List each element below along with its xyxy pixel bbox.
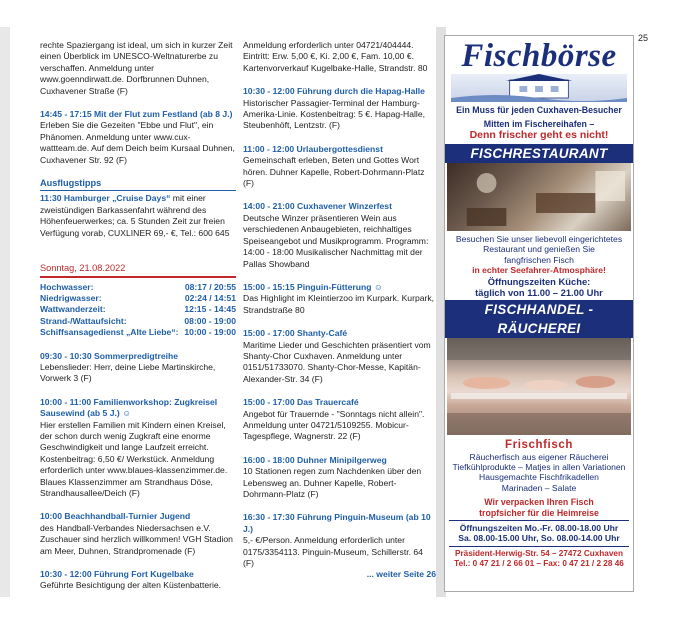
ad-slogan: Denn frischer geht es nicht! xyxy=(469,129,609,141)
tide-value: 02:24 / 14:51 xyxy=(184,292,236,303)
kitchen-hours: täglich von 11.00 – 21.00 Uhr xyxy=(475,286,603,298)
event-title: 15:00 - 17:00 Das Trauercafé xyxy=(243,397,359,408)
tide-row xyxy=(40,316,236,327)
ad-text: Tiefkühlprodukte – Matjes in allen Variationen xyxy=(452,462,626,473)
ad-logo: Fischbörse xyxy=(461,38,617,74)
event-title: 09:30 - 10:30 Sommerpredigtreihe xyxy=(40,350,179,361)
ad-text: Hausgemachte Fischfrikadellen xyxy=(479,472,599,483)
event-text: Deutsche Winzer präsentieren Wein aus verschiedenen Anbaugebieten, reichhaltiges Speiseangebot und Musikprogramm. Programm: 14:00 - 18:00 Musikalischer Nachmittag mit der Pallas Showband xyxy=(243,212,429,269)
event-text: Historischer Passagier-Terminal der Hamburg-Amerika-Linie. Kostenbeitrag: 5 €. Hapag-Halle, Steubenhöft, Lentzstr. (F) xyxy=(243,97,425,131)
fish-counter-icon xyxy=(447,338,631,435)
event-title: 15:00 - 15:15 Pinguin-Fütterung ☺ xyxy=(243,281,383,292)
tide-value: 08:00 - 19:00 xyxy=(184,315,236,326)
event-title: 11:30 Hamburger „Cruise Days“ xyxy=(40,193,171,204)
tide-row xyxy=(40,293,236,304)
ad-text: Marinaden – Salate xyxy=(501,482,577,493)
tide-value: 08:17 / 20:55 xyxy=(184,281,236,292)
logo-building-image xyxy=(451,74,627,102)
tide-label: Niedrigwasser: xyxy=(40,292,102,303)
ad-text: in echter Seefahrer-Atmosphäre! xyxy=(472,265,606,276)
ad-text: fangfrischen Fisch xyxy=(504,254,574,265)
event-entry xyxy=(40,193,236,239)
ad-address: Präsident-Herwig-Str. 54 – 27472 Cuxhaven xyxy=(455,548,623,558)
event-text: Angebot für Trauernde - "Sonntags nicht allein". Anmeldung unter 04721/5109255. Mobicur-Tagespflege, Wagnerstr. 22 (F) xyxy=(243,408,425,442)
ad-packing: tropfsicher für die Heimreise xyxy=(479,507,599,518)
event-title: 10:30 - 12:00 Führung Fort Kugelbake xyxy=(40,569,194,580)
left-column xyxy=(40,40,236,592)
ad-text: Besuchen Sie unser liebevoll eingerichtetes xyxy=(455,234,623,244)
event-title: 16:30 - 17:30 Führung Pinguin-Museum (ab 10 J.) xyxy=(243,512,431,534)
ad-text: Räucherfisch aus eigener Räucherei xyxy=(469,451,609,462)
intro-text: rechte Spaziergang ist ideal, um sich in kurzer Zeit einen Überblick im UNESCO-Weltnaturerbe zu verschaffen. Anmeldung unter www.goenndirwatt.de. Dorfbrunnen Duhnen, Cuxhavener Straße (F) xyxy=(40,40,233,96)
tide-value: 10:00 - 19:00 xyxy=(184,327,236,338)
page-number: 25 xyxy=(638,33,649,43)
section-heading: Ausflugstipps xyxy=(40,178,236,191)
tide-label: Wattwanderzeit: xyxy=(40,304,106,315)
ad-tagline: Mitten im Fischereihafen – xyxy=(483,118,595,129)
event-text: Erleben Sie die Gezeiten "Ebbe und Flut", ein Phänomen. Anmeldung unter www.cux-wattteam.de. Auf dem Deich beim Kursaal Duhnen, Cuxhavener Str. 92 (F) xyxy=(40,120,235,165)
intro-text: Anmeldung erforderlich unter 04721/404444. Eintritt: Erw. 5,00 €, Ki. 2,00 €, Fam. 10,00 €. Kartenvorverkauf Kugelbake-Halle, Strandstr. 80 xyxy=(243,40,428,73)
tide-table xyxy=(40,282,236,339)
tide-label: Hochwasser: xyxy=(40,281,94,292)
tide-row xyxy=(40,327,236,338)
event-title: 10:00 Beachhandball-Turnier Jugend xyxy=(40,511,191,522)
restaurant-banner: FISCHRESTAURANT xyxy=(445,144,633,163)
ad-text: Restaurant und genießen Sie xyxy=(483,244,595,255)
tide-row xyxy=(40,304,236,315)
kitchen-hours-title: Öffnungszeiten Küche: xyxy=(487,275,591,287)
tide-row xyxy=(40,282,236,293)
event-title: 10:30 - 12:00 Führung durch die Hapag-Halle xyxy=(243,86,425,97)
event-text: 10 Stationen regen zum Nachdenken über den Lebensweg an. Duhner Kapelle, Robert-Dohrmann-Platz (F) xyxy=(243,466,422,499)
event-text: Geführte Besichtigung der alten Küstenbatterie. xyxy=(40,580,222,591)
ad-packing: Wir verpacken Ihren Fisch xyxy=(484,497,594,508)
tide-label: Schiffsansagedienst „Alte Liebe“: xyxy=(40,327,179,338)
building-icon xyxy=(451,74,627,102)
event-title: 15:00 - 17:00 Shanty-Café xyxy=(243,328,348,339)
event-text: 5,- €/Person. Anmeldung erforderlich unter 0175/3354113. Pinguin-Museum, Schillerstr. 64 (F) xyxy=(243,535,423,569)
ad-phone: Tel.: 0 47 21 / 2 66 01 – Fax: 0 47 21 / 2 28 46 xyxy=(454,558,624,568)
event-text: des Handball-Verbandes Niedersachsen e.V. Zuschauer sind herzlich willkommen! VGH Stadion am Meer, Duhnen, Strandpromenade (F) xyxy=(40,522,233,556)
event-title: 11:00 - 12:00 Urlaubergottesdienst xyxy=(243,143,383,154)
restaurant-photo xyxy=(447,163,631,231)
middle-column xyxy=(243,40,436,581)
event-title: 14:00 - 21:00 Cuxhavener Winzerfest xyxy=(243,201,392,212)
tide-label: Strand-/Wattaufsicht: xyxy=(40,315,127,326)
event-text: Das Highlight im Kleintierzoo im Kurpark. Kurpark, Strandstraße 80 xyxy=(243,293,435,315)
ad-tagline: Ein Muss für jeden Cuxhaven-Besucher xyxy=(456,105,622,115)
event-text: Lebenslieder: Herr, deine Liebe Martinskirche, Vorwerk 3 (F) xyxy=(40,361,216,384)
event-text: Hier erstellen Familien mit Kindern einen Kreisel, der schon durch wenig Zugkraft eine enorme Geschwindigkeit und lange Laufzeit erreicht. Kostenbeitrag: 6,50 €/ Werkstück. Anmeldung erforderlich unter www.blaues-klassenzimmer.de. Blaues Klassenzimmer am Strandhaus Döse, Strandhausallee/Deich (F) xyxy=(40,419,228,498)
date-heading: Sonntag, 21.08.2022 xyxy=(40,263,236,277)
continued-link[interactable]: ... weiter Seite 26 xyxy=(366,569,436,580)
event-text: Maritime Lieder und Geschichten präsentiert vom Shanty-Chor Cuxhaven. Anmeldung unter 0151/51733070. Shanty-Chor-Messe, Kapitän-Alexander-Str. 34 (F) xyxy=(243,339,431,384)
event-text: Gemeinschaft erleben, Beten und Gottes Wort hören. Duhner Kapelle, Robert-Dohrmann-Platz (F) xyxy=(243,155,425,189)
event-title: 14:45 - 17:15 Mit der Flut zum Festland (ab 8 J.) xyxy=(40,109,233,120)
left-page-edge xyxy=(0,27,10,597)
tide-value: 12:15 - 14:45 xyxy=(184,304,236,315)
fresh-fish-heading: Frischfisch xyxy=(505,438,573,451)
fishshop-banner: FISCHHANDEL - RÄUCHEREI xyxy=(445,300,633,338)
fischboerse-advertisement xyxy=(444,35,634,592)
shop-hours: Öffnungszeiten Mo.-Fr. 08.00-18.00 Uhr xyxy=(459,523,619,534)
event-title: 16:00 - 18:00 Duhner Minipilgerweg xyxy=(243,454,387,465)
event-title: 10:00 - 11:00 Familienworkshop: Zugkreisel Sausewind (ab 5 J.) ☺ xyxy=(40,396,218,419)
event-text: mit einer zweistündigen Barkassenfahrt während des Höhenfeuerwerkes; ca. 5 Stunden Zeit zur freien Verfügung vorab, CUXLINER 69,- €, Tel.: 600 645 xyxy=(40,193,230,238)
restaurant-interior-icon xyxy=(447,163,631,231)
shop-hours: Sa. 08.00-15.00 Uhr, So. 08.00-14.00 Uhr xyxy=(458,533,620,544)
fish-counter-photo xyxy=(447,338,631,435)
